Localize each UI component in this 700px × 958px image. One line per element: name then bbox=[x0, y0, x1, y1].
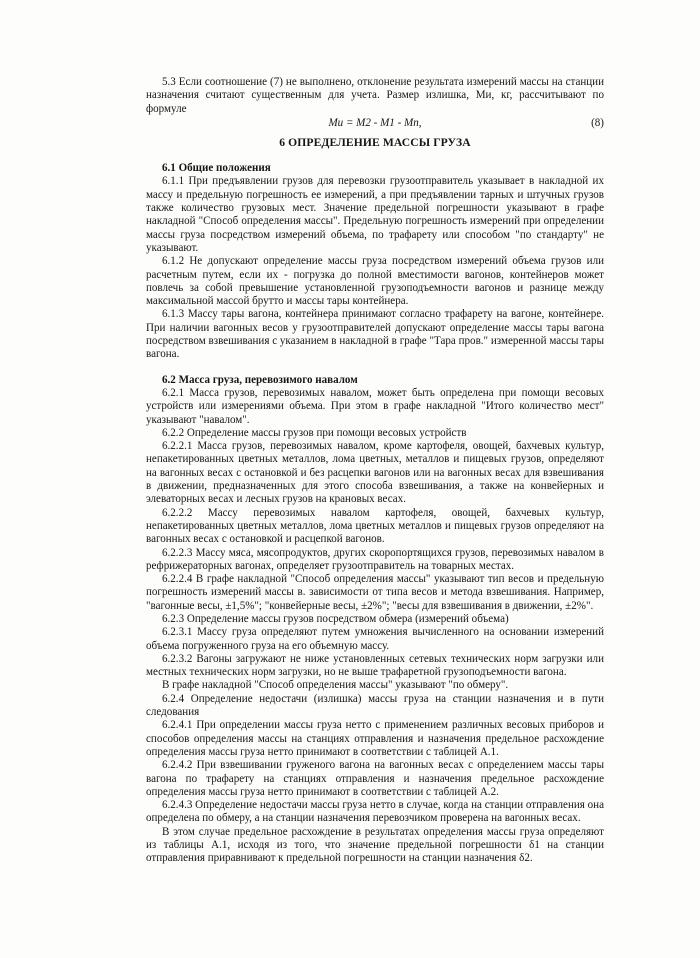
paragraph-6-2-4-2: 6.2.4.2 При взвешивании груженого вагона на вагонных весах с определением массы тары вагона по трафарету на станциях отправления и назначения предельное расхождение определения массы груза нетто принимают в соответствии с таблицей А.2. bbox=[146, 759, 604, 798]
paragraph-6-2-2-1: 6.2.2.1 Масса грузов, перевозимых навалом, кроме картофеля, овощей, бахчевых культур, непакетированных цветных металлов, лома цветных, металлов и пищевых грузов, определяют на вагонных весах с остановкой и без расцепки вагонов или на вагонных весах для взвешивания в движении, предназначенных для этого способа взвешивания, а также на конвейерных и элеваторных весах и лесных грузов на крановых весах. bbox=[146, 440, 604, 506]
paragraph-6-2-4-1: 6.2.4.1 При определении массы груза нетто с применением различных весовых приборов и способов определения массы на станциях отправления и назначения предельное расхождение определения массы груза нетто принимают в соответствии с таблицей А.1. bbox=[146, 719, 604, 758]
paragraph-6-1-1: 6.1.1 При предъявлении грузов для перевозки грузоотправитель указывает в накладной их массу и предельную погрешность ее измерений, а при предъявлении тарных и штучных грузов также количество грузовых мест. Значение предельной погрешности указывают в графе накладной "Способ определения массы". Предельную погрешность измерений при определении массы груза посредством измерений объема, по трафарету или способом "по стандарту" не указывают. bbox=[146, 175, 604, 254]
section-6-title: 6 ОПРЕДЕЛЕНИЕ МАССЫ ГРУЗА bbox=[279, 135, 471, 149]
paragraph-6-2-2: 6.2.2 Определение массы грузов при помощи весовых устройств bbox=[162, 426, 467, 439]
formula-8 bbox=[146, 116, 604, 130]
paragraph-6-2-2-2: 6.2.2.2 Массу перевозимых навалом картофеля, овощей, бахчевых культур, непакетированных цветных металлов, лома цветных металлов и пищевых грузов определяют на вагонных весах с остановкой и расцепкой вагонов. bbox=[146, 506, 604, 546]
paragraph-6-2-3-1: 6.2.3.1 Массу груза определяют путем умножения вычисленного на основании измерений объема погруженного груза на его объемную массу. bbox=[146, 626, 604, 652]
paragraph-6-2-3-2: 6.2.3.2 Вагоны загружают не ниже установленных сетевых технических норм загрузки или местных технических норм загрузки, но не выше трафаретной грузоподъемности вагона. bbox=[146, 652, 604, 679]
paragraph-6-2-4: 6.2.4 Определение недостачи (излишка) массы груза на станции назначения и в пути следования bbox=[146, 692, 604, 719]
subsection-6-1-heading: 6.1 Общие положения bbox=[162, 162, 271, 175]
paragraph-5-3: 5.3 Если соотношение (7) не выполнено, отклонение результата измерений массы на станции назначения считают существенным для учета. Размер излишка, Mи, кг, рассчитывают по формуле bbox=[146, 76, 604, 115]
formula-number: (8) bbox=[591, 116, 604, 129]
spacer bbox=[146, 362, 604, 374]
paragraph-6-2-2-3: 6.2.2.3 Массу мяса, мясопродуктов, других скоропортящихся грузов, перевозимых навалом в рефрижераторных вагонах, определяет грузоотправитель на товарных местах. bbox=[146, 546, 604, 572]
paragraph-6-2-4-3: 6.2.4.3 Определение недостачи массы груза нетто в случае, когда на станции отправления она определена по обмеру, а на станции назначения перевозчиком проверена на вагонных весах. bbox=[146, 799, 604, 825]
paragraph-6-1-3: 6.1.3 Массу тары вагона, контейнера принимают согласно трафарету на вагоне, контейнере. При наличии вагонных весов у грузоотправителей допускают определение массы тары вагона посредством взвешивания с указанием в накладной в графе "Тара пров." измеренной массы тары вагона. bbox=[146, 308, 604, 361]
formula-text: Mи = M2 - M1 - Mп, bbox=[328, 116, 422, 129]
subsection-6-2-heading: 6.2 Масса груза, перевозимого навалом bbox=[162, 373, 358, 386]
paragraph-6-2-1: 6.2.1 Масса грузов, перевозимых навалом, может быть определена при помощи весовых устройств или измерениями объема. При этом в графе накладной "Итого количество мест" указывают "навалом". bbox=[146, 386, 604, 426]
paragraph-6-2-4-3-note: В этом случае предельное расхождение в результатах определения массы груза определяют из таблицы А.1, исходя из того, что значение предельной погрешности δ1 на станции отправления приравнивают к предельной погрешности на станции назначения δ2. bbox=[146, 825, 604, 865]
paragraph-6-2-3-2-note: В графе накладной "Способ определения массы" указывают "по обмеру". bbox=[162, 679, 509, 692]
document-body bbox=[146, 76, 604, 866]
paragraph-6-1-2: 6.1.2 Не допускают определение массы груза посредством измерений объема грузов или расчетным путем, если их - погрузка до полной вместимости вагонов, контейнеров может повлечь за собой превышение установленной грузоподъемности вагонов и разнице между максимальной массой брутто и массы тары контейнера. bbox=[146, 255, 604, 308]
paragraph-6-2-3: 6.2.3 Определение массы грузов посредством обмера (измерений объема) bbox=[162, 612, 509, 625]
paragraph-6-2-2-4: 6.2.2.4 В графе накладной "Способ определения массы" указывают тип весов и предельную погрешность измерений массы в. зависимости от типа весов и метода взвешивания. Например, "вагонные весы, ±1,5%"; "конвейерные весы, ±2%"; "весы для взвешивания в движении, ±2%". bbox=[146, 573, 604, 612]
